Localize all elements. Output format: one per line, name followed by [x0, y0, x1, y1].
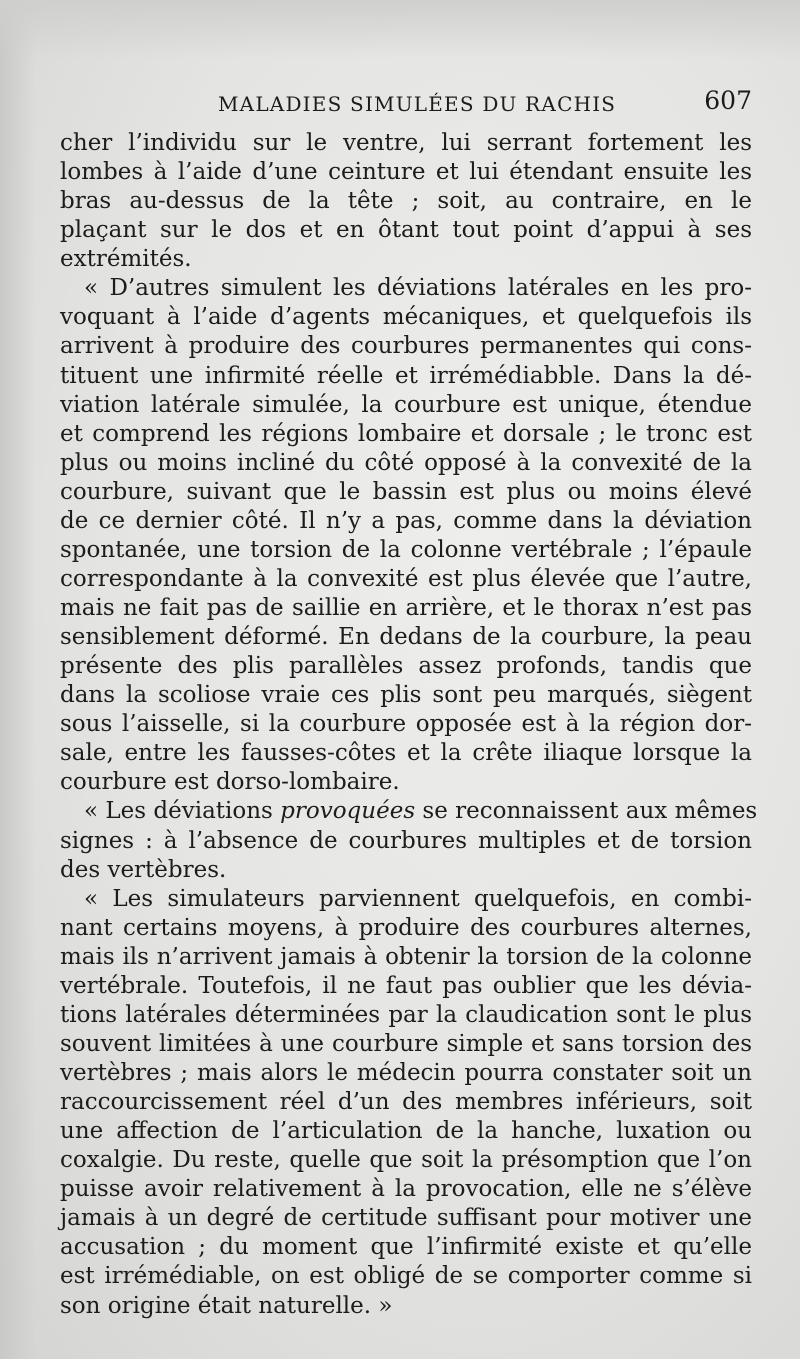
text-line: tituent une infirmité réelle et irrémédiabble. Dans la dé-: [60, 362, 752, 389]
text-line: accusation ; du moment que l’infirmité existe et qu’elle: [60, 1234, 752, 1261]
text-line: cher l’individu sur le ventre, lui serrant fortement les: [60, 130, 752, 156]
text-line: tions latérales déterminées par la claudication sont le plus: [60, 1001, 752, 1028]
body-text: [60, 129, 758, 1321]
text-line: raccourcissement réel d’un des membres inférieurs, soit: [60, 1089, 752, 1116]
text-segment: se reconnaissent aux mêmes: [415, 798, 758, 825]
text-line: des vertèbres.: [60, 856, 227, 883]
text-line: souvent limitées à une courbure simple et sans torsion des: [60, 1030, 752, 1057]
text-line: vertébrale. Toutefois, il ne faut pas oublier que les dévia-: [60, 972, 752, 999]
text-line: sale, entre les fausses-côtes et la crête iliaque lorsque la: [60, 740, 752, 767]
text-line: arrivent à produire des courbures permanentes qui cons-: [60, 333, 752, 360]
text-line: mais ne fait pas de saillie en arrière, et le thorax n’est pas: [60, 595, 752, 621]
text-line: bras au-dessus de la tête ; soit, au contraire, en le: [60, 188, 752, 215]
text-segment: « Les déviations: [84, 798, 281, 825]
text-line: « D’autres simulent les déviations latérales en les pro-: [84, 275, 752, 302]
italic-word: provoquées: [280, 798, 416, 825]
text-line: signes : à l’absence de courbures multiples et de torsion: [60, 827, 752, 854]
text-line: courbure est dorso-lombaire.: [60, 769, 400, 796]
text-line: plaçant sur le dos et en ôtant tout point d’appui à ses: [60, 217, 752, 244]
text-line: de ce dernier côté. Il n’y a pas, comme dans la déviation: [60, 507, 752, 534]
text-line: présente des plis parallèles assez profonds, tandis que: [60, 653, 752, 680]
text-line: une affection de l’articulation de la hanche, luxation ou: [60, 1118, 752, 1145]
text-line: nant certains moyens, à produire des courbures alternes,: [60, 914, 752, 941]
page-shadow-top: [0, 0, 800, 60]
page-number: 607: [704, 86, 752, 115]
text-line: sensiblement déformé. En dedans de la courbure, la peau: [60, 624, 752, 651]
text-line-with-italic: [60, 797, 758, 826]
text-line: son origine était naturelle. »: [60, 1292, 393, 1319]
text-line: est irrémédiable, on est obligé de se comporter comme si: [60, 1263, 752, 1290]
running-head: MALADIES SIMULÉES DU RACHIS: [218, 92, 617, 116]
text-line: coxalgie. Du reste, quelle que soit la présomption que l’on: [60, 1147, 752, 1174]
text-line: lombes à l’aide d’une ceinture et lui étendant ensuite les: [60, 159, 752, 186]
page-header: [60, 86, 752, 122]
text-line: « Les simulateurs parviennent quelquefois, en combi-: [84, 885, 752, 912]
text-line: correspondante à la convexité est plus élevée que l’autre,: [60, 565, 752, 592]
text-line: et comprend les régions lombaire et dorsale ; le tronc est: [60, 420, 752, 447]
text-line: voquant à l’aide d’agents mécaniques, et quelquefois ils: [60, 304, 752, 331]
text-line: mais ils n’arrivent jamais à obtenir la torsion de la colonne: [60, 943, 752, 970]
text-line: courbure, suivant que le bassin est plus ou moins élevé: [60, 478, 752, 505]
page-shadow-left: [0, 0, 36, 1359]
text-line: plus ou moins incliné du côté opposé à la convexité de la: [60, 449, 752, 476]
text-line: extrémités.: [60, 246, 192, 273]
text-line: viation latérale simulée, la courbure est unique, étendue: [60, 391, 752, 418]
text-line: sous l’aisselle, si la courbure opposée est à la région dor-: [60, 711, 752, 738]
text-line: vertèbres ; mais alors le médecin pourra constater soit un: [60, 1060, 752, 1086]
text-line: dans la scoliose vraie ces plis sont peu marqués, siègent: [60, 682, 752, 709]
text-line: spontanée, une torsion de la colonne vertébrale ; l’épaule: [60, 536, 752, 563]
text-line: puisse avoir relativement à la provocation, elle ne s’élève: [60, 1176, 752, 1203]
text-line: jamais à un degré de certitude suffisant pour motiver une: [60, 1205, 752, 1232]
